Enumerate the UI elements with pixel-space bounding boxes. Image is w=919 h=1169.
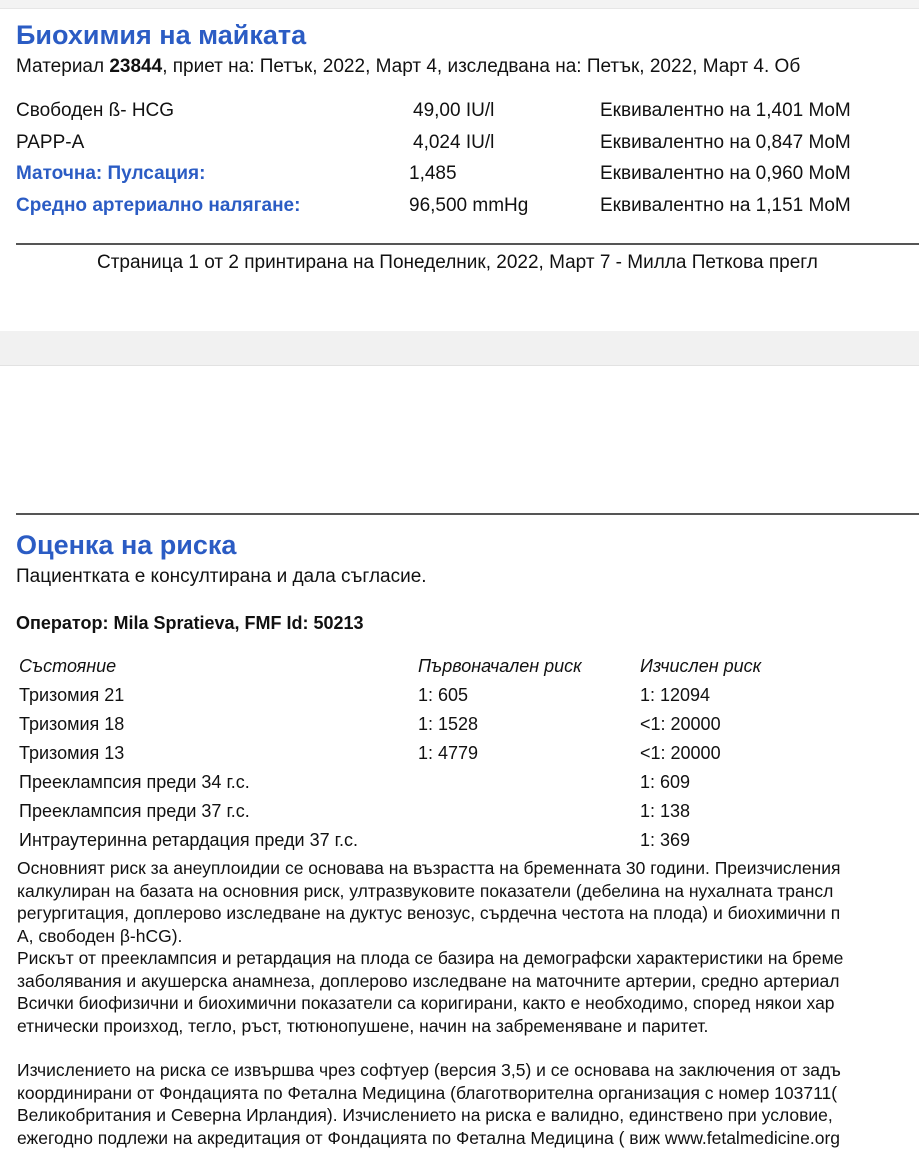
- top-toolbar-strip: [0, 0, 919, 9]
- row-label: Свободен ß- HCG: [16, 100, 175, 121]
- risk-condition: Тризомия 21: [19, 685, 125, 705]
- section-title-biochemistry: Биохимия на майката: [16, 20, 307, 50]
- row-label: Средно артериално налягане:: [16, 195, 301, 216]
- header-initial-risk: Първоначален риск: [418, 656, 582, 676]
- row-label: PAPP-A: [16, 132, 85, 153]
- page-separator: [0, 331, 919, 366]
- risk-initial: 1: 1528: [418, 714, 479, 734]
- operator-line: [16, 613, 364, 634]
- row-value: 96,500 mmHg: [409, 195, 529, 216]
- row-label-part-a: Маточна:: [16, 163, 103, 184]
- page-footer: Страница 1 от 2 принтирана на Понеделник, 2022, Март 7 - Милла Петкова прегл: [97, 252, 818, 273]
- text-line: заболявания и акушерска анамнеза, доплерово изследване на маточните артерии, средно артериал: [17, 970, 840, 991]
- text-line: Рискът от прееклампсия и ретардация на плода се базира на демографски характеристики на бреме: [17, 948, 844, 968]
- risk-initial: 1: 4779: [418, 743, 479, 763]
- risk-initial: 1: 605: [418, 685, 469, 705]
- risk-calculated: 1: 12094: [640, 685, 711, 705]
- risk-condition: Тризомия 18: [19, 714, 125, 734]
- risk-condition: Прееклампсия преди 37 г.с.: [19, 801, 250, 821]
- text-line: Изчислението на риска се извършва чрез софтуер (версия 3,5) и се основава на заключения от задъ: [17, 1060, 841, 1080]
- text-line: Основният риск за анеуплоидии се основава на възрастта на бременната 30 години. Преизчисления: [17, 858, 841, 878]
- text-line: Великобритания и Северна Ирландия). Изчислението на риска е валидно, единствено при условие,: [17, 1105, 833, 1125]
- material-id: 23844: [109, 56, 163, 77]
- text-line: А, свободен β-hCG).: [17, 925, 183, 946]
- footer-divider: [16, 243, 919, 245]
- row-value: 1,485: [409, 163, 457, 184]
- consent-text: Пациентката е консултирана и дала съгласие.: [16, 566, 427, 587]
- operator-label: Оператор:: [16, 613, 109, 633]
- row-value: 49,00 IU/l: [413, 100, 495, 121]
- risk-condition: Тризомия 13: [19, 743, 125, 763]
- text-line: калкулиран на базата на основния риск, ултразвуковите показатели (дебелина на нухалната трансл: [17, 880, 834, 901]
- material-prefix: Материал: [16, 56, 110, 77]
- row-mom: Еквивалентно на 0,960 MoM: [600, 163, 851, 184]
- text-line: етнически произход, тегло, ръст, тютюнопушене, начин на забременяване и паритет.: [17, 1015, 709, 1036]
- text-line: регургитация, доплерово изследване на дуктус венозус, сърдечна честота на плода) и биохимични п: [17, 903, 841, 923]
- risk-calculated: 1: 138: [640, 801, 691, 821]
- risk-calculated: <1: 20000: [640, 743, 721, 763]
- row-value: 4,024 IU/l: [413, 132, 495, 153]
- row-label-uterine-pulsatility: [16, 163, 205, 185]
- row-label-part-b: Пулсация:: [107, 163, 206, 184]
- row-mom: Еквивалентно на 0,847 MoM: [600, 132, 851, 153]
- risk-condition: Прееклампсия преди 34 г.с.: [19, 772, 250, 792]
- paragraph-spacer: [17, 1037, 843, 1059]
- text-line: Всички биофизични и биохимични показатели са коригирани, както е необходимо, според някои хар: [17, 993, 835, 1013]
- risk-calculated: <1: 20000: [640, 714, 721, 734]
- operator-name: Mila Spratieva, FMF Id: 50213: [113, 613, 364, 633]
- header-condition: Състояние: [19, 656, 117, 676]
- risk-calculated: 1: 609: [640, 772, 691, 792]
- material-line: [16, 56, 800, 78]
- text-line: ежегодно подлежи на акредитация от Фондацията по Фетална Медицина ( виж www.fetalmedicine.org: [17, 1127, 841, 1148]
- risk-condition: Интраутеринна ретардация преди 37 г.с.: [19, 830, 358, 850]
- section-title-risk: Оценка на риска: [16, 530, 237, 560]
- material-dates: , приет на: Петък, 2022, Март 4, изследвана на: Петък, 2022, Март 4. Об: [162, 56, 801, 77]
- text-line: координирани от Фондацията по Фетална Медицина (благотворителна организация с номер 103711(: [17, 1082, 838, 1103]
- risk-calculated: 1: 369: [640, 830, 691, 850]
- header-calculated-risk: Изчислен риск: [640, 656, 762, 676]
- explanation-paragraph: [17, 857, 843, 1149]
- header-divider: [16, 513, 919, 515]
- row-mom: Еквивалентно на 1,151 MoM: [600, 195, 851, 216]
- row-mom: Еквивалентно на 1,401 MoM: [600, 100, 851, 121]
